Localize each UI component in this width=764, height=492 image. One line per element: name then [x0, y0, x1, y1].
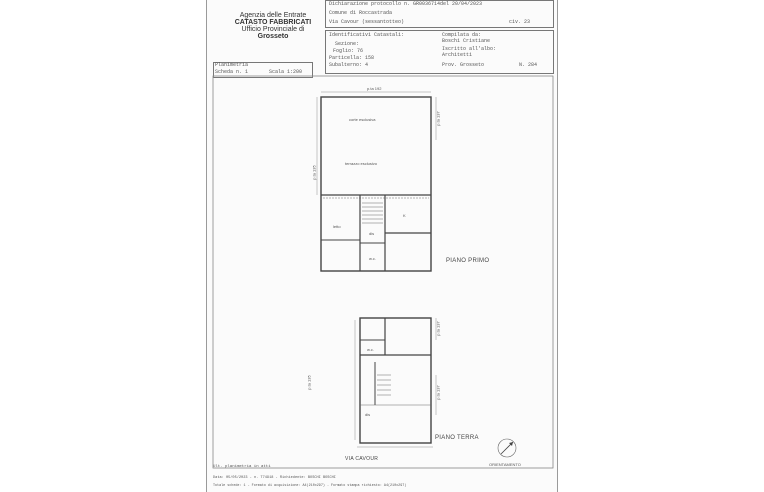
room-terrazzo: terrazzo esclusivo: [345, 161, 378, 166]
register-name: Architetti: [442, 52, 473, 58]
dim-upper-right: p.ta 137: [435, 111, 441, 126]
scale: Scala 1:200: [269, 69, 303, 75]
subunit-number: Subalterno: 4: [329, 62, 369, 68]
level-piano-primo: PIANO PRIMO: [446, 258, 490, 264]
room-letto: letto: [333, 224, 341, 229]
room-corte: corte esclusiva: [349, 117, 376, 122]
plan-label: Planimetria: [215, 62, 249, 68]
sheet-number: Foglio: 76: [333, 48, 364, 54]
address: Via Cavour (sessantotteo): [329, 19, 405, 25]
dim-lower-right-1: p.ta 137: [435, 321, 441, 336]
agency-department: CATASTO FABBRICATI: [234, 19, 312, 26]
room-dis-upper: dis: [369, 231, 375, 236]
parcel-number: Particella: 158: [329, 55, 375, 61]
register-label: Iscritto all'albo:: [442, 46, 497, 52]
room-wc-lower: w.c.: [367, 347, 374, 352]
dim-upper-top: p.ta 192: [367, 86, 382, 91]
province: Prov. Grosseto: [442, 62, 485, 68]
civic-number: civ. 23: [509, 19, 531, 25]
level-piano-terra: PIANO TERRA: [435, 435, 479, 441]
room-dis-lower: dis: [365, 412, 371, 417]
agency-name: Agenzia delle Entrate: [239, 12, 307, 19]
dim-lower-left: p.ta 135: [306, 375, 312, 390]
orientation-label: ORIENTAMENTO: [489, 462, 521, 467]
cadastral-id-title: Identificativi Catastali:: [329, 32, 405, 38]
room-kitchen: K: [403, 213, 406, 218]
municipality: Comune di Roccastrada: [329, 10, 393, 16]
compiled-by-label: Compilata da:: [442, 32, 482, 38]
register-number: N. 284: [519, 62, 538, 68]
sheet-card: Scheda n. 1: [215, 69, 249, 75]
agency-office: Ufficio Provinciale di: [241, 26, 305, 33]
room-wc-upper: w.c.: [369, 256, 376, 261]
footer-line-2: Totale schede: 1 - Formato di acquisizione: A4(210x297) - Formato stampa richiesto: A4(210x297): [213, 484, 407, 488]
cadastral-sheet: [206, 0, 558, 492]
declaration-number: Dichiarazione protocollo n. GR0036714del 20/04/2023: [329, 1, 483, 7]
dim-upper-left: p.ta 135: [311, 165, 317, 180]
compiler-name: Boschi Cristiane: [442, 38, 491, 44]
agency-city: Grosseto: [257, 33, 289, 40]
street-name: VIA CAVOUR: [345, 456, 379, 462]
section: Sezione:: [335, 41, 360, 47]
dim-lower-right-2: p.ta 137: [435, 385, 441, 400]
footer-note: Ult. planimetria in atti: [213, 465, 271, 469]
floor-plan-drawing: [207, 0, 557, 492]
footer-line-1: Data: 05/05/2023 - n. T74918 - Richiedente: BOSCHI BOSCHI: [213, 476, 336, 480]
